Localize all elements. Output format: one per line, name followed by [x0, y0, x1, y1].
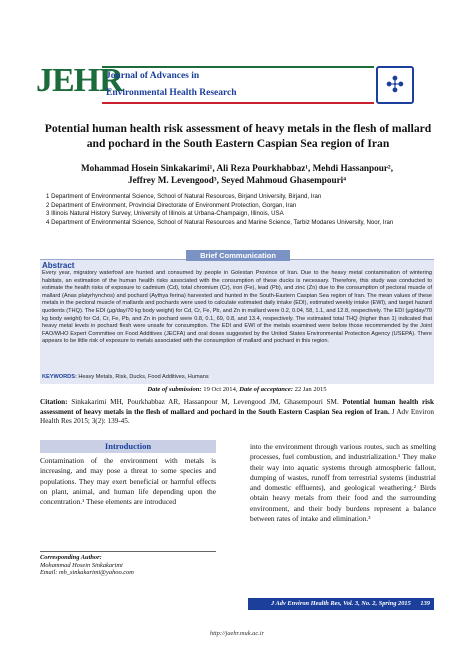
- article-title: Potential human health risk assessment of heavy metals in the flesh of mallard and pochard in the South Eastern Caspian Sea region of Iran: [44, 122, 432, 150]
- journal-banner: [102, 66, 374, 104]
- citation-title: Potential human health risk assessment of heavy metals in the flesh of mallard and pochard in the South Eastern Caspian Sea region of Iran.: [40, 398, 434, 416]
- keywords-value: Heavy Metals, Risk, Ducks, Food Additives, Humans: [76, 374, 209, 380]
- citation: [40, 398, 434, 427]
- abstract-heading: Abstract: [42, 261, 75, 270]
- affiliation-2: 2 Department of Environment, Provincial Directorate of Environment Protection, Gorgan, Iran: [46, 201, 297, 209]
- footer-journal-ref: [248, 598, 434, 610]
- university-seal-icon: ✣: [376, 66, 414, 104]
- abstract-box: [40, 259, 434, 384]
- submission-date: 19 Oct 2014,: [201, 386, 240, 393]
- acceptance-label: Date of acceptance:: [239, 386, 294, 393]
- article-dates: [40, 386, 434, 393]
- section-label: Brief Communication: [186, 250, 290, 261]
- footer-ref: J Adv Environ Health Res, Vol. 3, No. 2, Spring 2015: [270, 600, 411, 607]
- citation-label: Citation:: [40, 398, 68, 406]
- page-number: 139: [420, 600, 430, 607]
- corresponding-author: [40, 551, 216, 577]
- author-line-1: Mohammad Hosein Sinkakarimi¹, Ali Reza Pourkhabbaz¹, Mehdi Hassanpour²,: [80, 163, 393, 173]
- citation-authors: Sinkakarimi MH, Pourkhabbaz AR, Hassanpour M, Levengood JM, Ghasempouri SM.: [67, 398, 343, 406]
- keywords: [42, 374, 432, 382]
- introduction-heading: Introduction: [40, 440, 216, 453]
- banner-line-2: Environmental Health Research: [106, 88, 237, 98]
- affiliations: [46, 193, 438, 227]
- journal-logo: [36, 56, 123, 102]
- abstract-text: Every year, migratory waterfowl are hunted and consumed by people in Golestan Province of Iran. Due to the heavy metal contamination of wintering habitats, an estimation of the human health risks associated with the consumption of these ducks is necessary. Therefore, this study was conducted to estimate the health risks of exposure to cadmium (Cd), total chromium (Cr), iron (Fe), lead (Pb), and zinc (Zn) due to the consumption of pectoral muscle of mallard (Anas platyrhynchos) and pochard (Aythya ferina) harvested and hunted in the South-Eastern Caspian Sea region of Iran. The mean values of these metals in the pectoral muscle of mallards and pochards were used to calculate estimated daily intake (EDI), estimated weekly intake (EWI), and target hazard quotients (THQ). The EDI (µg/day/70 kg body weight) for Cd, Cr, Fe, Pb, and Zn in mallard were 0.2, 0.04, 58, 1.1, and 12.8, respectively. The EDI (µg/day/70 kg body weight) for Cd, Cr, Fe, Pb, and Zn in pochard were 0.8, 0.1, 69, 0.8, and 13.4, respectively. The estimated total THQ (higher than 1) indicated that heavy metal levels in pochard flesh were unsafe for consumption. The EDI and EWI of the metals examined were below those recommended by the Joint FAO/WHO Expert Committee on Food Additives (JECFA) and oral doses suggested by the United States Environmental Protection Agency (USEPA). There appears to be little risk of exposure to metals associated with the consumption of mallard and pochard in this region.: [42, 270, 432, 345]
- journal-url[interactable]: http://jaehr.muk.ac.ir: [209, 630, 265, 637]
- author-list: [40, 162, 434, 186]
- logo-text: JEHR: [36, 62, 123, 99]
- affiliation-4: 4 Department of Environmental Science, School of Natural Resources and Marine Science, Tarbiz Modares University, Noor, Iran: [46, 218, 394, 226]
- corr-heading: Corresponding Author:: [40, 554, 102, 561]
- citation-source: J Adv Environ Health Res 2015; 3(2): 139-45.: [40, 407, 435, 426]
- submission-label: Date of submission:: [147, 386, 202, 393]
- keywords-label: KEYWORDS:: [42, 374, 77, 380]
- banner-line-1: Journal of Advances in: [106, 71, 200, 81]
- intro-right-text: into the environment through various routes, such as smelting processes, fuel combustion, and industrialization.¹ They make their way into aquatic systems through atmospheric fallout, dumping of wastes, runoff from terrestrial systems (industrial and domestic effluents), and geological weathering.² Birds obtain heavy metals from their food and the surrounding environment, and their body burdens represent a balance between rates of intake and elimination.³: [250, 442, 436, 524]
- intro-left-text: Contamination of the environment with metals is increasing, and may pose a threat to some species and populations. They may exert beneficial or harmful effects on plant, animal, and human life depending upon the concentration.¹ These elements are introduced: [40, 456, 216, 507]
- affiliation-3: 3 Illinois Natural History Survey, University of Illinois at Urbana-Champaign, Illinois, USA: [46, 210, 284, 218]
- author-line-2: Jeffrey M. Levengood³, Seyed Mahmoud Ghasempouri⁴: [128, 175, 346, 185]
- affiliation-1: 1 Department of Environmental Science, School of Natural Resources, Birjand University, Birjand, Iran: [46, 193, 322, 200]
- corr-name: Mohammad Hosein Sinkakarimi: [40, 561, 123, 569]
- corr-email: Email: mh_sinkakarimi@yahoo.com: [40, 569, 134, 577]
- acceptance-date: 22 Jan 2015: [293, 386, 327, 393]
